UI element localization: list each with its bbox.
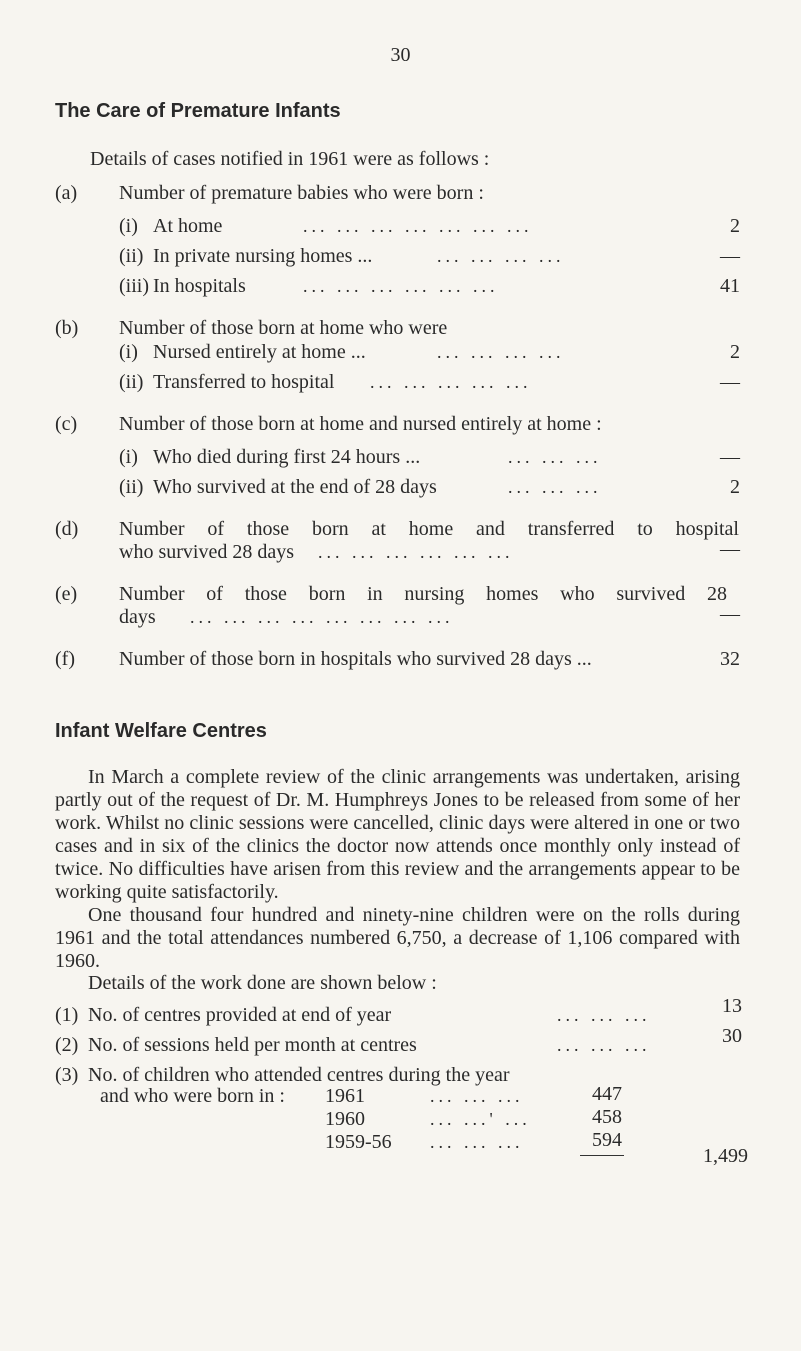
paragraph-review: In March a complete review of the clinic arrangements was undertaken, arising partly out of the request of Dr. M. Humphreys Jones to be released from some of her work. Whilst no clinic sessions were cancelled, clinic days were altered in one or two cases and in six of the clinics the doctor now attends once monthly only instead of twice. No difficulties have arisen from this review and the arrangements appear to be working quite satisfactorily. <box>55 766 740 903</box>
item-c-i-label: Who died during first 24 hours ... <box>153 446 421 468</box>
item-d-dots: ... ... ... ... ... ... <box>318 542 514 562</box>
detail-3-line2: and who were born in : <box>100 1085 285 1107</box>
item-c-heading: Number of those born at home and nursed entirely at home : <box>119 413 602 435</box>
item-f-value: 32 <box>720 648 740 670</box>
item-f-label: Number of those born in hospitals who survived 28 days ... <box>119 648 592 670</box>
item-c-ii-marker: (ii) <box>119 476 144 498</box>
year-row-1960-year: 1960 <box>325 1108 365 1130</box>
item-a-ii-value: — <box>720 245 740 267</box>
item-b-ii-label: Transferred to hospital <box>153 371 335 393</box>
year-row-1959-56-year: 1959-56 <box>325 1131 392 1153</box>
item-a-ii-label: In private nursing homes ... <box>153 245 373 267</box>
item-a-ii-marker: (ii) <box>119 245 144 267</box>
item-d-value: — <box>720 538 740 560</box>
detail-3-marker: (3) <box>55 1064 79 1086</box>
item-c-i-value: — <box>720 446 740 468</box>
item-b-i-label: Nursed entirely at home ... <box>153 341 366 363</box>
item-c-ii-label: Who survived at the end of 28 days <box>153 476 437 498</box>
detail-3-total: 1,499 <box>703 1145 748 1167</box>
detail-1-label: No. of centres provided at end of year <box>88 1004 392 1026</box>
year-row-1961-year: 1961 <box>325 1085 365 1107</box>
detail-2-value: 30 <box>722 1025 742 1047</box>
item-a-marker: (a) <box>55 182 78 204</box>
year-row-1960-dots: ... ...' ... <box>430 1109 531 1129</box>
item-b-i-value: 2 <box>730 341 740 363</box>
item-a-iii-marker: (iii) <box>119 275 149 297</box>
item-a-i-marker: (i) <box>119 215 138 237</box>
year-row-1959-56-dots: ... ... ... <box>430 1132 524 1152</box>
year-row-1961-value: 447 <box>592 1083 622 1105</box>
detail-1-dots: ... ... ... <box>557 1005 651 1025</box>
item-b-ii-dots: ... ... ... ... ... <box>370 372 532 392</box>
item-d-marker: (d) <box>55 518 79 540</box>
item-c-i-dots: ... ... ... <box>508 447 602 467</box>
item-a-heading: Number of premature babies who were born : <box>119 182 484 204</box>
item-b-i-marker: (i) <box>119 341 138 363</box>
section-title-infant-welfare-centres: Infant Welfare Centres <box>55 720 267 742</box>
page-number: 30 <box>390 44 411 66</box>
item-d-line2: who survived 28 days <box>119 541 294 563</box>
detail-2-dots: ... ... ... <box>557 1035 651 1055</box>
item-e-line1: Number of those born in nursing homes who survived 28 <box>119 583 727 605</box>
item-b-ii-value: — <box>720 371 740 393</box>
item-a-i-label: At home <box>153 215 223 237</box>
item-c-ii-value: 2 <box>730 476 740 498</box>
item-e-dots: ... ... ... ... ... ... ... ... <box>190 607 454 627</box>
year-row-1961-dots: ... ... ... <box>430 1086 524 1106</box>
details-intro: Details of the work done are shown below : <box>88 972 437 994</box>
year-row-1959-56-value: 594 <box>592 1129 622 1151</box>
item-b-heading: Number of those born at home who were <box>119 317 448 339</box>
item-a-i-value: 2 <box>730 215 740 237</box>
item-e-marker: (e) <box>55 583 78 605</box>
item-a-i-dots: ... ... ... ... ... ... ... <box>303 216 533 236</box>
section-intro: Details of cases notified in 1961 were as follows : <box>90 148 490 170</box>
item-b-i-dots: ... ... ... ... <box>437 342 565 362</box>
item-b-marker: (b) <box>55 317 79 339</box>
item-c-marker: (c) <box>55 413 78 435</box>
paragraph-attendance: One thousand four hundred and ninety-nine children were on the rolls during 1961 and the total attendances numbered 6,750, a decrease of 1,106 compared with 1960. <box>55 904 740 972</box>
item-a-iii-value: 41 <box>720 275 740 297</box>
detail-2-label: No. of sessions held per month at centres <box>88 1034 417 1056</box>
item-a-iii-label: In hospitals <box>153 275 246 297</box>
item-a-iii-dots: ... ... ... ... ... ... <box>303 276 499 296</box>
year-row-1960-value: 458 <box>592 1106 622 1128</box>
detail-2-marker: (2) <box>55 1034 79 1056</box>
detail-1-value: 13 <box>722 995 742 1017</box>
detail-3-line1: No. of children who attended centres during the year <box>88 1064 510 1086</box>
section-title-premature-infants: The Care of Premature Infants <box>55 100 341 122</box>
item-d-line1: Number of those born at home and transferred to hospital <box>119 518 739 540</box>
item-a-ii-dots: ... ... ... ... <box>437 246 565 266</box>
item-e-line2: days <box>119 606 156 628</box>
item-c-i-marker: (i) <box>119 446 138 468</box>
item-b-ii-marker: (ii) <box>119 371 144 393</box>
item-f-marker: (f) <box>55 648 75 670</box>
item-c-ii-dots: ... ... ... <box>508 477 602 497</box>
item-e-value: — <box>720 603 740 625</box>
detail-1-marker: (1) <box>55 1004 79 1026</box>
sum-rule <box>580 1155 624 1156</box>
